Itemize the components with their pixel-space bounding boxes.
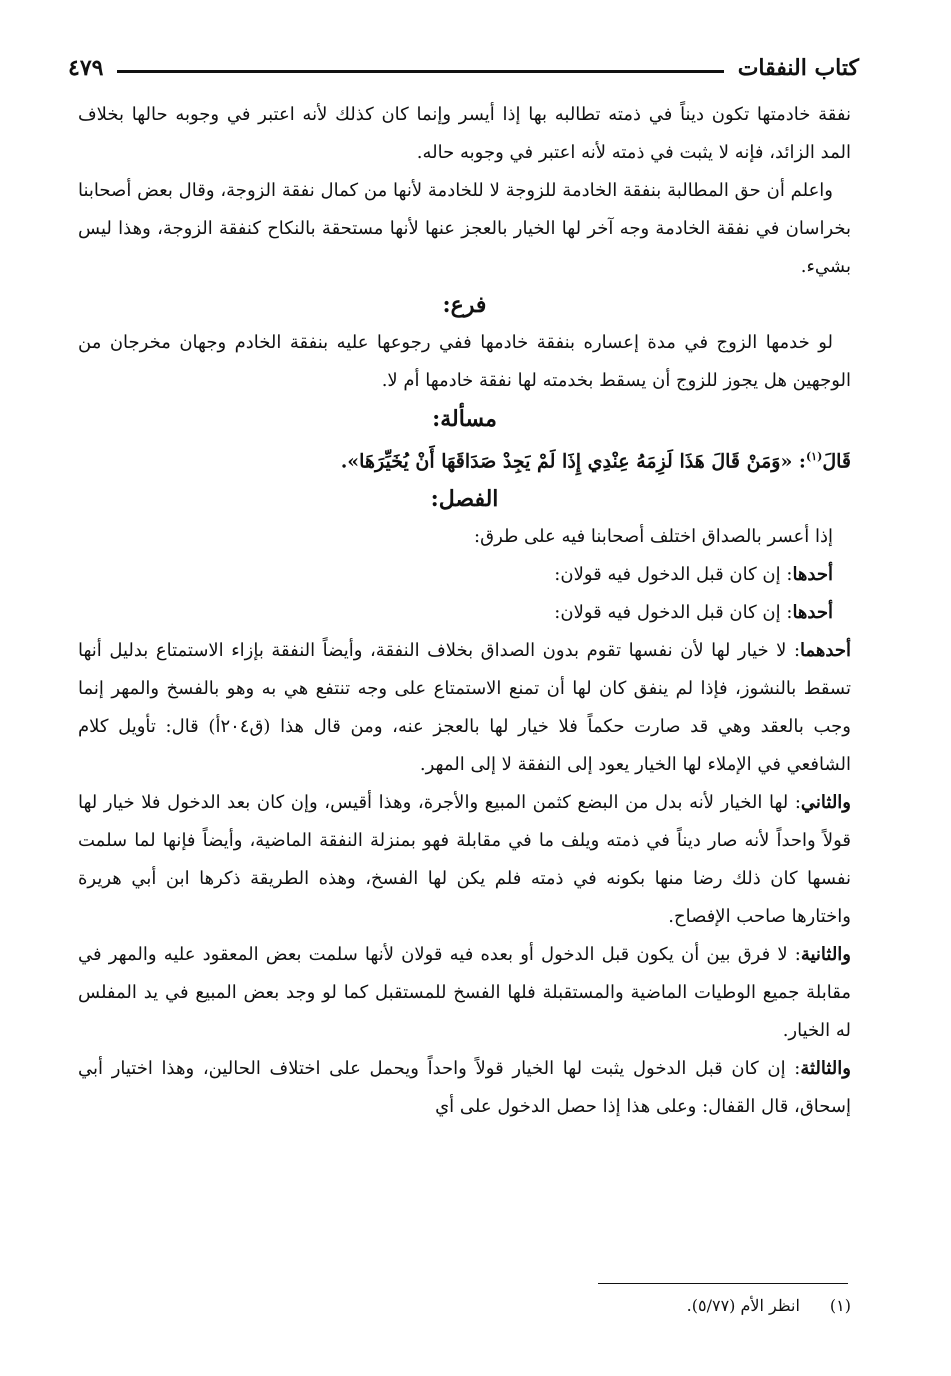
heading-fasl: الفصل: — [430, 486, 499, 513]
footnote — [687, 1296, 851, 1315]
paragraph-text: : لا فرق بين أن يكون قبل الدخول أو بعده فيه قولان لأنها سلمت بعض المعقود عليه والمهر في مقابلة جميع الوطيات الماضية والمستقبلة فلها الفسخ للمستقبل كما لو وجد بعض المبيع في يد المفلس له الخيار. — [78, 944, 851, 1042]
quote-lead: قَالَ — [822, 450, 851, 473]
paragraph-6 — [78, 594, 851, 632]
heading-far: فرع: — [442, 292, 487, 318]
paragraph-9 — [78, 936, 851, 1050]
quote-text: : «وَمَنْ قَالَ هَذَا لَزِمَهُ عِنْدِي إِذَا لَمْ يَجِدْ صَدَاقَهَا أَنْ يُخَيِّرَهَا». — [340, 450, 806, 473]
matn-quote — [78, 438, 851, 480]
paragraph-7 — [78, 632, 851, 784]
lead-word: أحدهما — [800, 640, 851, 662]
page-header — [68, 48, 859, 88]
lead-word: والثانية — [800, 944, 851, 966]
paragraph-text: : إن كان قبل الدخول فيه قولان: — [554, 564, 793, 586]
page-number: ٤٧٩ — [68, 55, 104, 81]
paragraph-3: لو خدمها الزوج في مدة إعساره بنفقة خادمها ففي رجوعها عليه بنفقة الخادم وجهان مخرجان من الوجهين هل يجوز للزوج أن يسقط بخدمته لها نفقة خادمها أم لا. — [78, 332, 851, 391]
body-text — [78, 96, 851, 1126]
paragraph-text: : لها الخيار لأنه بدل من البضع كثمن المبيع والأجرة، وهذا أقيس، وإن كان بعد الدخول فلا خيار لها قولاً واحداً لأنه صار ديناً في ذمته ويلف ما في مقابلة فهو بمنزلة النفقة الماضية، وأيضاً فإنها لما سلمت نفسها كان ذلك رضا منها بكونه في ذمته فلم يكن لها الفسخ، وهذه الطريقة ذكرها ابن أبي هريرة واختارها صاحب الإفصاح. — [78, 792, 851, 928]
paragraph-text: : إن كان قبل الدخول يثبت لها الخيار قولاً واحداً ويحمل على اختلاف الحالين، وهذا اختيار أبي إسحاق، قال القفال: وعلى هذا إذا حصل الدخول على أي — [78, 1058, 851, 1118]
footnote-ref: (١) — [805, 450, 823, 463]
lead-word: أحدها — [792, 602, 833, 624]
paragraph-text: : إن كان قبل الدخول فيه قولان: — [554, 602, 793, 624]
footnote-rule — [598, 1283, 848, 1284]
lead-word: أحدها — [792, 564, 833, 586]
heading-masala: مسألة: — [432, 406, 497, 432]
paragraph-8 — [78, 784, 851, 936]
footnote-text: انظر الأم (٥/٧٧). — [686, 1296, 800, 1315]
footnote-number: (١) — [829, 1296, 851, 1315]
paragraph-4: إذا أعسر بالصداق اختلف أصحابنا فيه على طرق: — [474, 526, 833, 548]
chapter-title: كتاب النفقات — [737, 55, 859, 81]
header-rule — [117, 70, 723, 73]
paragraph-5 — [78, 556, 851, 594]
paragraph-text: : لا خيار لها لأن نفسها تقوم بدون الصداق بخلاف النفقة، وأيضاً النفقة بإزاء الاستمتاع بدليل أنها تسقط بالنشوز، فإذا لم ينفق كان لها أن تمنع الاستمتاع على وجه تنتفع هي به وهو بالفسخ والمهر إنما وجب بالعقد وهي قد صارت حكماً فلا خيار لها بالعجز عنه، ومن قال هذا (ق٢٠٤أ) قال: تأويل كلام الشافعي في الإملاء لها الخيار يعود إلى النفقة لا إلى المهر. — [78, 640, 852, 776]
lead-word: والثالثة — [800, 1058, 851, 1080]
paragraph-1: نفقة خادمتها تكون ديناً في ذمته تطالبه بها إذا أيسر وإنما كان كذلك لأنه اعتبر في وجوبه حالها بخلاف المد الزائد، فإنه لا يثبت في ذمته لأنه اعتبر في وجوبه حاله. — [78, 104, 851, 163]
paragraph-2: واعلم أن حق المطالبة بنفقة الخادمة للزوجة لا للخادمة لأنها من كمال نفقة الزوجة، وقال بعض أصحابنا بخراسان في نفقة الخادمة وجه آخر لها الخيار بالعجز عنها لأنها مستحقة بالنكاح كنفقة الزوجة، وهذا ليس بشيء. — [78, 180, 851, 277]
lead-word: والثاني — [800, 792, 851, 814]
paragraph-10 — [78, 1050, 851, 1126]
